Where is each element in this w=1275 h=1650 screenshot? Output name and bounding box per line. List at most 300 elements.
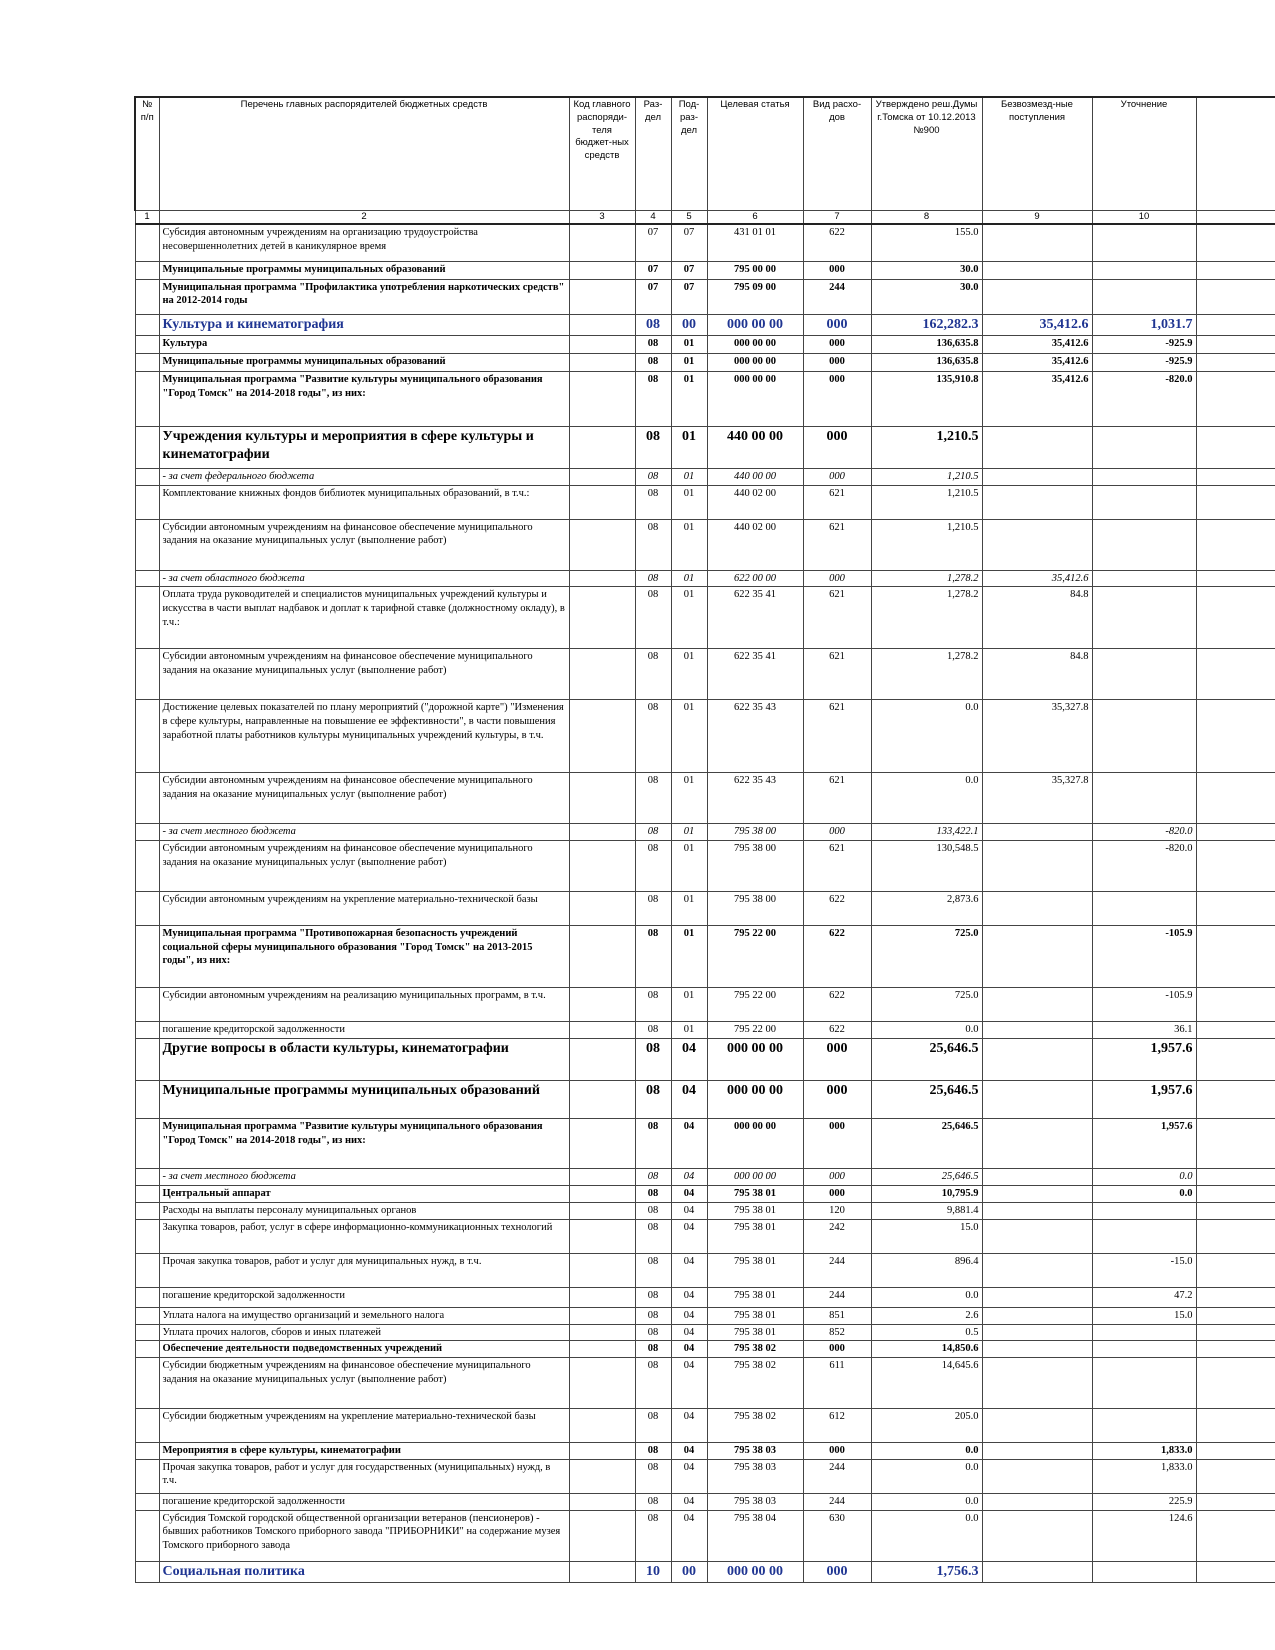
cell-name: - за счет областного бюджета <box>159 570 569 587</box>
cell-celevaya: 000 00 00 <box>707 336 803 354</box>
cell-vid: 000 <box>803 1080 871 1118</box>
cell-code <box>569 1442 635 1459</box>
cell-utoch: 1,833.0 <box>1092 1459 1196 1493</box>
cell-podrazdel: 01 <box>671 840 707 891</box>
table-row <box>135 485 1275 519</box>
cell-num <box>135 587 159 649</box>
cell-name: Расходы на выплаты персоналу муниципальных органов <box>159 1202 569 1219</box>
table-row <box>135 279 1275 314</box>
cell-razdel: 08 <box>635 372 671 427</box>
cell-bezv: 84.8 <box>982 587 1092 649</box>
cell-name: Муниципальные программы муниципальных образований <box>159 1080 569 1118</box>
header-razdel: Раз-дел <box>635 97 671 211</box>
cell-utv: 15.0 <box>871 1219 982 1253</box>
table-row <box>135 314 1275 335</box>
col-number: 3 <box>569 211 635 225</box>
cell-utv: 0.0 <box>871 1493 982 1510</box>
cell-extra <box>1196 1307 1275 1324</box>
cell-code <box>569 840 635 891</box>
cell-utoch: 1,031.7 <box>1092 314 1196 335</box>
cell-utoch: 36.1 <box>1092 1021 1196 1038</box>
cell-name: Субсидии бюджетным учреждениям на укрепление материально-технической базы <box>159 1408 569 1442</box>
table-row <box>135 1253 1275 1287</box>
cell-bezv <box>982 1561 1092 1582</box>
table-row <box>135 587 1275 649</box>
cell-num <box>135 1324 159 1341</box>
cell-bezv: 35,327.8 <box>982 773 1092 824</box>
cell-bezv <box>982 1357 1092 1408</box>
cell-utv: 1,278.2 <box>871 649 982 700</box>
cell-bezv <box>982 1324 1092 1341</box>
cell-celevaya: 795 38 00 <box>707 824 803 841</box>
cell-celevaya: 000 00 00 <box>707 354 803 372</box>
cell-celevaya: 000 00 00 <box>707 1080 803 1118</box>
cell-razdel: 08 <box>635 469 671 486</box>
table-row <box>135 261 1275 279</box>
cell-num <box>135 1510 159 1561</box>
cell-num <box>135 1168 159 1185</box>
cell-utv: 135,910.8 <box>871 372 982 427</box>
cell-name: Прочая закупка товаров, работ и услуг для муниципальных нужд, в т.ч. <box>159 1253 569 1287</box>
cell-utoch: -820.0 <box>1092 824 1196 841</box>
cell-name: Субсидии автономным учреждениям на финансовое обеспечение муниципального задания на оказание муниципальных услуг (выполнение работ) <box>159 649 569 700</box>
cell-name: Оплата труда руководителей и специалистов муниципальных учреждений культуры и искусства в части выплат надбавок и доплат к тарифной ставке (должностному окладу), в т.ч.: <box>159 587 569 649</box>
cell-bezv: 35,412.6 <box>982 570 1092 587</box>
cell-code <box>569 1021 635 1038</box>
cell-utoch: -105.9 <box>1092 987 1196 1021</box>
cell-utv: 1,756.3 <box>871 1561 982 1582</box>
cell-utv: 1,210.5 <box>871 469 982 486</box>
table-row <box>135 840 1275 891</box>
cell-podrazdel: 01 <box>671 649 707 700</box>
cell-podrazdel: 04 <box>671 1185 707 1202</box>
table-row <box>135 1038 1275 1080</box>
cell-podrazdel: 04 <box>671 1219 707 1253</box>
cell-vid: 242 <box>803 1219 871 1253</box>
cell-bezv <box>982 1185 1092 1202</box>
cell-utoch <box>1092 261 1196 279</box>
cell-razdel: 08 <box>635 485 671 519</box>
cell-utv: 0.0 <box>871 1459 982 1493</box>
table-row <box>135 1168 1275 1185</box>
cell-podrazdel: 01 <box>671 372 707 427</box>
cell-bezv <box>982 1459 1092 1493</box>
cell-bezv <box>982 824 1092 841</box>
cell-code <box>569 372 635 427</box>
cell-razdel: 08 <box>635 773 671 824</box>
cell-razdel: 08 <box>635 700 671 773</box>
cell-celevaya: 795 38 01 <box>707 1185 803 1202</box>
cell-num <box>135 1442 159 1459</box>
cell-vid: 000 <box>803 1561 871 1582</box>
cell-celevaya: 795 38 01 <box>707 1307 803 1324</box>
cell-bezv <box>982 1287 1092 1307</box>
cell-vid: 244 <box>803 1493 871 1510</box>
cell-razdel: 08 <box>635 1253 671 1287</box>
cell-num <box>135 279 159 314</box>
cell-utoch: -820.0 <box>1092 372 1196 427</box>
cell-podrazdel: 01 <box>671 700 707 773</box>
cell-utv: 0.0 <box>871 1287 982 1307</box>
cell-vid: 622 <box>803 987 871 1021</box>
cell-utv: 1,210.5 <box>871 485 982 519</box>
cell-utv: 1,278.2 <box>871 587 982 649</box>
cell-utoch <box>1092 1408 1196 1442</box>
cell-num <box>135 1253 159 1287</box>
header-vid: Вид расхо-дов <box>803 97 871 211</box>
cell-razdel: 08 <box>635 1185 671 1202</box>
cell-utv: 130,548.5 <box>871 840 982 891</box>
cell-utv: 205.0 <box>871 1408 982 1442</box>
table-row <box>135 824 1275 841</box>
cell-podrazdel: 04 <box>671 1341 707 1358</box>
table-row <box>135 354 1275 372</box>
cell-num <box>135 1021 159 1038</box>
cell-name: Достижение целевых показателей по плану мероприятий ("дорожной карте") "Изменения в сфере культуры, направленные на повышение ее эффективности", в части повышения заработной платы работников культуры муниципальных учреждений культуры, в т.ч. <box>159 700 569 773</box>
cell-utoch <box>1092 587 1196 649</box>
cell-name: Другие вопросы в области культуры, кинематографии <box>159 1038 569 1080</box>
cell-code <box>569 1080 635 1118</box>
cell-razdel: 08 <box>635 1287 671 1307</box>
cell-utv: 162,282.3 <box>871 314 982 335</box>
cell-utv: 2,873.6 <box>871 891 982 925</box>
cell-name: Субсидии бюджетным учреждениям на финансовое обеспечение муниципального задания на оказание муниципальных услуг (выполнение работ) <box>159 1357 569 1408</box>
table-row <box>135 1118 1275 1168</box>
cell-num <box>135 469 159 486</box>
cell-code <box>569 469 635 486</box>
table-row <box>135 1442 1275 1459</box>
cell-num <box>135 649 159 700</box>
cell-razdel: 08 <box>635 1219 671 1253</box>
cell-name: Муниципальная программа "Развитие культуры муниципального образования "Город Томск" на 2014-2018 годы", из них: <box>159 1118 569 1168</box>
cell-utoch <box>1092 279 1196 314</box>
cell-vid: 000 <box>803 336 871 354</box>
cell-utoch: 47.2 <box>1092 1287 1196 1307</box>
cell-code <box>569 485 635 519</box>
cell-num <box>135 925 159 987</box>
cell-extra <box>1196 1253 1275 1287</box>
cell-podrazdel: 04 <box>671 1459 707 1493</box>
cell-code <box>569 1118 635 1168</box>
table-row <box>135 1459 1275 1493</box>
cell-vid: 244 <box>803 1253 871 1287</box>
header-code: Код главного распоряди-теля бюджет-ных средств <box>569 97 635 211</box>
cell-podrazdel: 04 <box>671 1324 707 1341</box>
cell-name: погашение кредиторской задолженности <box>159 1493 569 1510</box>
table-header <box>135 97 1275 211</box>
cell-code <box>569 279 635 314</box>
cell-num <box>135 519 159 570</box>
table-row <box>135 700 1275 773</box>
cell-bezv <box>982 261 1092 279</box>
col-number-extra <box>1196 211 1275 225</box>
table-row <box>135 1561 1275 1582</box>
cell-name: Прочая закупка товаров, работ и услуг для государственных (муниципальных) нужд, в т.ч. <box>159 1459 569 1493</box>
cell-name: Субсидии автономным учреждениям на реализацию муниципальных программ, в т.ч. <box>159 987 569 1021</box>
cell-utoch <box>1092 700 1196 773</box>
cell-num <box>135 1561 159 1582</box>
cell-celevaya: 795 22 00 <box>707 1021 803 1038</box>
cell-razdel: 08 <box>635 1341 671 1358</box>
cell-code <box>569 1408 635 1442</box>
cell-celevaya: 622 35 41 <box>707 649 803 700</box>
cell-name: Муниципальные программы муниципальных образований <box>159 354 569 372</box>
cell-vid: 622 <box>803 1021 871 1038</box>
cell-utv: 1,210.5 <box>871 519 982 570</box>
cell-extra <box>1196 354 1275 372</box>
cell-code <box>569 891 635 925</box>
table-row <box>135 925 1275 987</box>
cell-vid: 000 <box>803 261 871 279</box>
cell-code <box>569 261 635 279</box>
cell-num <box>135 1357 159 1408</box>
cell-razdel: 08 <box>635 891 671 925</box>
cell-razdel: 08 <box>635 1357 671 1408</box>
cell-utoch: 1,957.6 <box>1092 1118 1196 1168</box>
cell-vid: 621 <box>803 700 871 773</box>
cell-podrazdel: 04 <box>671 1038 707 1080</box>
cell-utoch <box>1092 1357 1196 1408</box>
cell-podrazdel: 04 <box>671 1253 707 1287</box>
cell-extra <box>1196 1118 1275 1168</box>
cell-num <box>135 1118 159 1168</box>
cell-razdel: 08 <box>635 1442 671 1459</box>
cell-bezv <box>982 987 1092 1021</box>
cell-extra <box>1196 824 1275 841</box>
cell-razdel: 08 <box>635 840 671 891</box>
cell-celevaya: 795 38 03 <box>707 1493 803 1510</box>
cell-celevaya: 000 00 00 <box>707 1118 803 1168</box>
cell-name: Субсидии автономным учреждениям на финансовое обеспечение муниципального задания на оказание муниципальных услуг (выполнение работ) <box>159 773 569 824</box>
cell-vid: 000 <box>803 1038 871 1080</box>
cell-podrazdel: 01 <box>671 336 707 354</box>
cell-extra <box>1196 1287 1275 1307</box>
table-row <box>135 1408 1275 1442</box>
cell-bezv <box>982 1510 1092 1561</box>
cell-num <box>135 570 159 587</box>
cell-name: Культура <box>159 336 569 354</box>
cell-name: Субсидия автономным учреждениям на организацию трудоустройства несовершеннолетних детей в каникулярное время <box>159 224 569 261</box>
cell-utoch <box>1092 485 1196 519</box>
cell-utoch: 1,833.0 <box>1092 1442 1196 1459</box>
cell-podrazdel: 01 <box>671 485 707 519</box>
cell-razdel: 08 <box>635 427 671 469</box>
table-row <box>135 1202 1275 1219</box>
cell-podrazdel: 00 <box>671 1561 707 1582</box>
cell-vid: 120 <box>803 1202 871 1219</box>
cell-utv: 136,635.8 <box>871 336 982 354</box>
cell-razdel: 08 <box>635 336 671 354</box>
cell-podrazdel: 04 <box>671 1357 707 1408</box>
cell-name: - за счет местного бюджета <box>159 824 569 841</box>
cell-utoch: -925.9 <box>1092 354 1196 372</box>
cell-utoch: 0.0 <box>1092 1185 1196 1202</box>
cell-num <box>135 700 159 773</box>
cell-extra <box>1196 1357 1275 1408</box>
table-row <box>135 1493 1275 1510</box>
cell-vid: 244 <box>803 279 871 314</box>
cell-razdel: 10 <box>635 1561 671 1582</box>
table-row <box>135 649 1275 700</box>
cell-name: Муниципальная программа "Развитие культуры муниципального образования "Город Томск" на 2014-2018 годы", из них: <box>159 372 569 427</box>
cell-extra <box>1196 891 1275 925</box>
table-row <box>135 372 1275 427</box>
cell-utv: 1,210.5 <box>871 427 982 469</box>
cell-podrazdel: 01 <box>671 925 707 987</box>
cell-bezv <box>982 224 1092 261</box>
cell-bezv <box>982 279 1092 314</box>
cell-name: Субсидии автономным учреждениям на укрепление материально-технической базы <box>159 891 569 925</box>
cell-razdel: 08 <box>635 1021 671 1038</box>
cell-razdel: 08 <box>635 1307 671 1324</box>
cell-podrazdel: 01 <box>671 1021 707 1038</box>
cell-podrazdel: 04 <box>671 1118 707 1168</box>
cell-vid: 630 <box>803 1510 871 1561</box>
cell-podrazdel: 01 <box>671 773 707 824</box>
cell-celevaya: 795 22 00 <box>707 925 803 987</box>
cell-bezv: 35,327.8 <box>982 700 1092 773</box>
cell-vid: 621 <box>803 773 871 824</box>
cell-code <box>569 1459 635 1493</box>
cell-bezv <box>982 1038 1092 1080</box>
cell-razdel: 08 <box>635 1510 671 1561</box>
cell-vid: 000 <box>803 570 871 587</box>
cell-celevaya: 000 00 00 <box>707 1561 803 1582</box>
cell-utv: 1,278.2 <box>871 570 982 587</box>
cell-utv: 25,646.5 <box>871 1118 982 1168</box>
cell-vid: 851 <box>803 1307 871 1324</box>
cell-razdel: 08 <box>635 519 671 570</box>
cell-celevaya: 795 00 00 <box>707 261 803 279</box>
cell-utv: 155.0 <box>871 224 982 261</box>
cell-code <box>569 1510 635 1561</box>
cell-bezv <box>982 891 1092 925</box>
cell-name: Мероприятия в сфере культуры, кинематографии <box>159 1442 569 1459</box>
cell-celevaya: 000 00 00 <box>707 1038 803 1080</box>
cell-bezv <box>982 925 1092 987</box>
cell-bezv <box>982 1408 1092 1442</box>
cell-razdel: 07 <box>635 279 671 314</box>
cell-code <box>569 1324 635 1341</box>
cell-vid: 612 <box>803 1408 871 1442</box>
table-row <box>135 1357 1275 1408</box>
table-row <box>135 1324 1275 1341</box>
col-number: 1 <box>135 211 159 225</box>
col-number: 7 <box>803 211 871 225</box>
cell-podrazdel: 04 <box>671 1080 707 1118</box>
cell-num <box>135 1459 159 1493</box>
cell-vid: 000 <box>803 1185 871 1202</box>
cell-podrazdel: 01 <box>671 587 707 649</box>
cell-name: Культура и кинематография <box>159 314 569 335</box>
cell-num <box>135 1185 159 1202</box>
cell-podrazdel: 01 <box>671 570 707 587</box>
cell-extra <box>1196 261 1275 279</box>
cell-celevaya: 440 00 00 <box>707 427 803 469</box>
cell-bezv <box>982 1202 1092 1219</box>
cell-code <box>569 824 635 841</box>
table-row <box>135 1307 1275 1324</box>
cell-razdel: 08 <box>635 824 671 841</box>
cell-code <box>569 587 635 649</box>
cell-podrazdel: 04 <box>671 1168 707 1185</box>
cell-vid: 000 <box>803 1341 871 1358</box>
cell-utv: 30.0 <box>871 279 982 314</box>
cell-extra <box>1196 587 1275 649</box>
cell-bezv: 84.8 <box>982 649 1092 700</box>
cell-celevaya: 795 38 03 <box>707 1459 803 1493</box>
cell-name: - за счет местного бюджета <box>159 1168 569 1185</box>
cell-celevaya: 795 38 01 <box>707 1324 803 1341</box>
cell-celevaya: 795 38 02 <box>707 1341 803 1358</box>
cell-extra <box>1196 1442 1275 1459</box>
cell-code <box>569 1357 635 1408</box>
cell-utoch <box>1092 649 1196 700</box>
cell-name: Уплата прочих налогов, сборов и иных платежей <box>159 1324 569 1341</box>
cell-celevaya: 795 38 01 <box>707 1287 803 1307</box>
cell-vid: 000 <box>803 427 871 469</box>
cell-num <box>135 336 159 354</box>
cell-num <box>135 840 159 891</box>
cell-vid: 852 <box>803 1324 871 1341</box>
cell-code <box>569 1493 635 1510</box>
cell-utoch <box>1092 891 1196 925</box>
cell-podrazdel: 00 <box>671 314 707 335</box>
cell-podrazdel: 07 <box>671 279 707 314</box>
cell-name: Социальная политика <box>159 1561 569 1582</box>
cell-num <box>135 1493 159 1510</box>
cell-vid: 622 <box>803 891 871 925</box>
table-row <box>135 1021 1275 1038</box>
cell-name: Муниципальные программы муниципальных образований <box>159 261 569 279</box>
cell-num <box>135 824 159 841</box>
cell-utv: 10,795.9 <box>871 1185 982 1202</box>
cell-num <box>135 1219 159 1253</box>
cell-extra <box>1196 1493 1275 1510</box>
cell-extra <box>1196 427 1275 469</box>
cell-bezv <box>982 1021 1092 1038</box>
cell-extra <box>1196 469 1275 486</box>
cell-utoch: 124.6 <box>1092 1510 1196 1561</box>
cell-utoch <box>1092 1219 1196 1253</box>
cell-bezv <box>982 1168 1092 1185</box>
cell-num <box>135 1202 159 1219</box>
table-row <box>135 336 1275 354</box>
cell-celevaya: 000 00 00 <box>707 1168 803 1185</box>
cell-celevaya: 000 00 00 <box>707 372 803 427</box>
cell-razdel: 07 <box>635 261 671 279</box>
cell-extra <box>1196 1021 1275 1038</box>
cell-code <box>569 649 635 700</box>
table-row <box>135 224 1275 261</box>
cell-extra <box>1196 485 1275 519</box>
cell-bezv <box>982 519 1092 570</box>
cell-razdel: 08 <box>635 1459 671 1493</box>
cell-utoch <box>1092 1341 1196 1358</box>
cell-extra <box>1196 372 1275 427</box>
cell-extra <box>1196 279 1275 314</box>
cell-code <box>569 570 635 587</box>
cell-celevaya: 795 09 00 <box>707 279 803 314</box>
cell-podrazdel: 01 <box>671 987 707 1021</box>
table-row <box>135 773 1275 824</box>
header-utoch: Уточнение <box>1092 97 1196 211</box>
cell-vid: 622 <box>803 925 871 987</box>
cell-utoch: -820.0 <box>1092 840 1196 891</box>
cell-vid: 000 <box>803 354 871 372</box>
cell-code <box>569 700 635 773</box>
cell-podrazdel: 01 <box>671 427 707 469</box>
